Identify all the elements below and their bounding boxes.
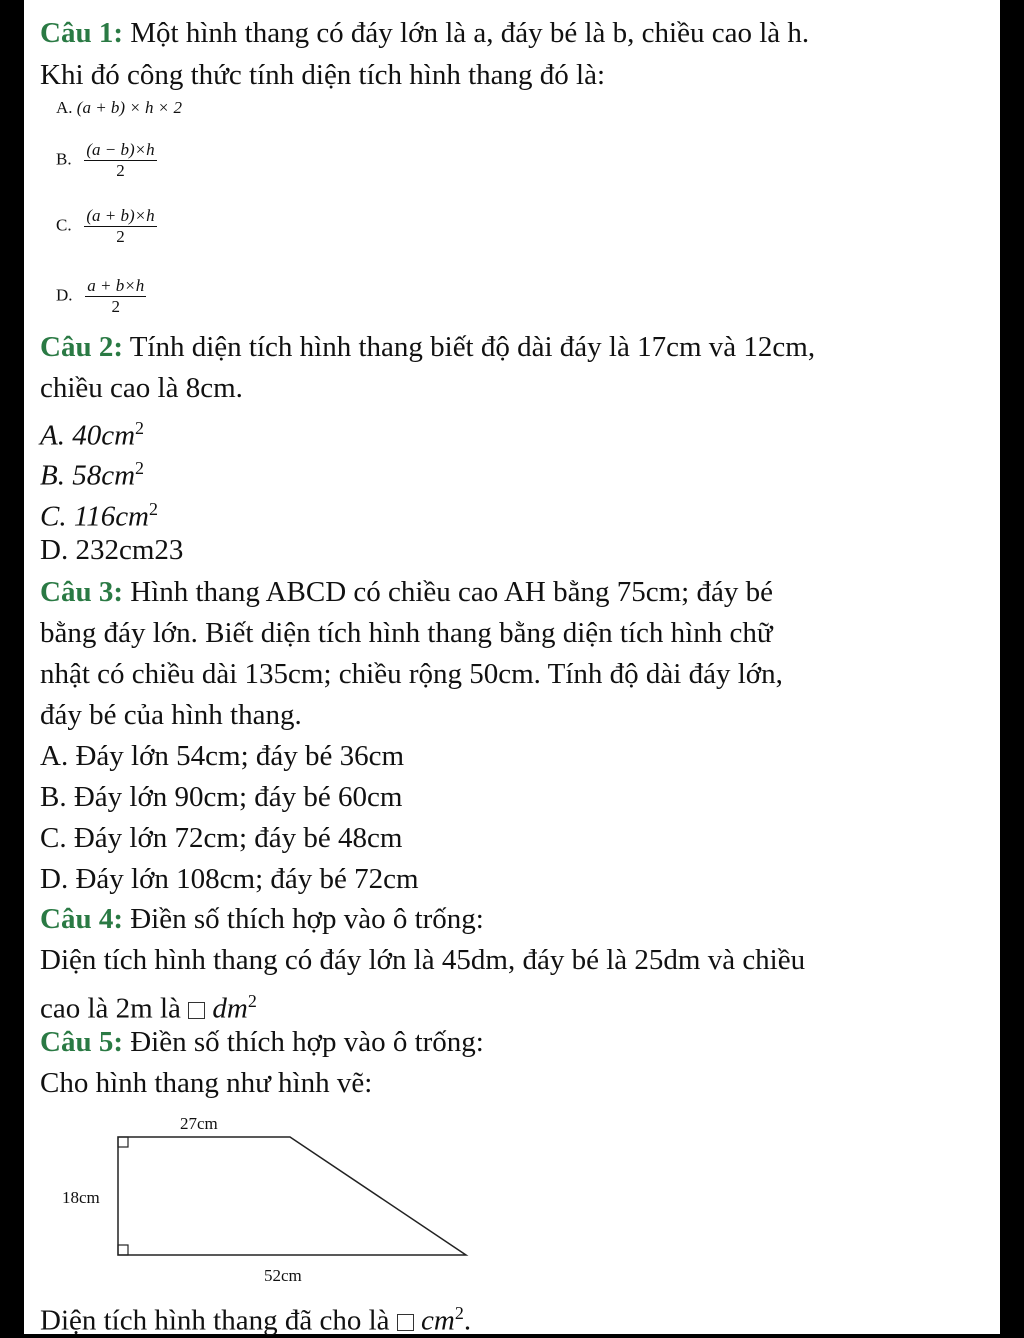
q3-line1 xyxy=(40,575,773,609)
q3-label: Câu 3: xyxy=(40,576,123,608)
q2-option-c-text: C. 116cm xyxy=(40,500,150,533)
q5-answer-prefix: Diện tích hình thang đã cho là xyxy=(40,1304,397,1337)
q1-option-c-letter: C. xyxy=(56,215,72,235)
q3-option-a: A. Đáy lớn 54cm; đáy bé 36cm xyxy=(40,740,405,772)
q4-unit-sup: 2 xyxy=(247,991,257,1011)
q1-option-c-numerator: (a + b)×h xyxy=(86,206,155,225)
q1-option-d-numerator: a + b×h xyxy=(87,276,145,295)
q3-text-line4: đáy bé của hình thang. xyxy=(40,699,302,731)
q4-title: Điền số thích hợp vào ô trống: xyxy=(122,903,484,935)
q2-option-a-text: A. 40cm xyxy=(40,419,136,452)
q2-option-d: D. 232cm23 xyxy=(40,534,184,566)
q5-label: Câu 5: xyxy=(40,1026,123,1058)
q3-option-d: D. Đáy lớn 108cm; đáy bé 72cm xyxy=(40,863,419,895)
q1-line1 xyxy=(40,16,809,50)
q2-label: Câu 2: xyxy=(40,331,123,363)
q4-label: Câu 4: xyxy=(40,903,123,935)
q1-option-d-letter: D. xyxy=(56,285,73,305)
q1-option-c xyxy=(56,206,157,247)
q3-option-c: C. Đáy lớn 72cm; đáy bé 48cm xyxy=(40,822,403,854)
q4-answer-box[interactable] xyxy=(188,1002,205,1019)
q1-option-b xyxy=(56,140,157,181)
trapezoid-shape xyxy=(118,1137,466,1255)
figure-top-label: 27cm xyxy=(180,1114,218,1133)
q1-option-c-denominator: 2 xyxy=(116,227,125,246)
q1-option-c-fraction xyxy=(84,206,156,247)
q2-option-c-sup: 2 xyxy=(149,499,159,519)
q2-option-a-sup: 2 xyxy=(135,418,145,438)
q5-answer-box[interactable] xyxy=(397,1314,414,1331)
q1-option-b-fraction xyxy=(84,140,156,181)
q2-text-line1: Tính diện tích hình thang biết độ dài đáy là 17cm và 12cm, xyxy=(122,331,816,363)
q5-unit: cm xyxy=(421,1304,455,1337)
document-page xyxy=(24,0,1000,1337)
q5-line-title xyxy=(40,1025,484,1059)
figure-bottom-label: 52cm xyxy=(264,1266,302,1285)
q1-option-d-denominator: 2 xyxy=(111,297,120,316)
q2-option-b-text: B. 58cm xyxy=(40,459,136,492)
q2-option-b-sup: 2 xyxy=(135,458,145,478)
q2-option-b xyxy=(40,451,144,493)
q1-text-line1: Một hình thang có đáy lớn là a, đáy bé là b, chiều cao là h. xyxy=(122,17,810,49)
q5-answer-end: . xyxy=(463,1304,472,1337)
q2-text-line2: chiều cao là 8cm. xyxy=(40,372,243,404)
figure-left-label: 18cm xyxy=(62,1188,100,1207)
q3-text-line1: Hình thang ABCD có chiều cao AH bằng 75cm; đáy bé xyxy=(122,576,773,608)
q4-unit: dm xyxy=(212,992,248,1025)
q4-text-line2 xyxy=(40,984,257,1026)
q1-option-d xyxy=(56,276,146,317)
right-angle-bottom-marker xyxy=(118,1245,128,1255)
q2-option-c xyxy=(40,492,158,534)
q1-option-a-letter: A. xyxy=(56,98,73,117)
q4-text-line2-prefix: cao là 2m là xyxy=(40,992,189,1025)
q1-option-a-formula: (a + b) × h × 2 xyxy=(76,98,183,117)
q1-option-b-denominator: 2 xyxy=(116,161,125,180)
q3-option-b: B. Đáy lớn 90cm; đáy bé 60cm xyxy=(40,781,403,813)
q4-text-line1: Diện tích hình thang có đáy lớn là 45dm, đáy bé là 25dm và chiều xyxy=(40,944,806,976)
q3-text-line3: nhật có chiều dài 135cm; chiều rộng 50cm. Tính độ dài đáy lớn, xyxy=(40,658,783,690)
q5-unit-sup: 2 xyxy=(454,1303,464,1323)
q2-option-a xyxy=(40,411,144,453)
q1-label: Câu 1: xyxy=(40,17,123,49)
q1-option-b-letter: B. xyxy=(56,149,72,169)
q1-option-a xyxy=(56,98,182,118)
q1-option-b-numerator: (a − b)×h xyxy=(86,140,155,159)
q5-answer-line xyxy=(40,1296,471,1338)
q1-option-d-fraction xyxy=(85,276,146,317)
right-angle-top-marker xyxy=(118,1137,128,1147)
q2-line1 xyxy=(40,330,815,364)
q5-text-line1: Cho hình thang như hình vẽ: xyxy=(40,1067,373,1099)
q5-title: Điền số thích hợp vào ô trống: xyxy=(122,1026,484,1058)
q3-text-line2: bằng đáy lớn. Biết diện tích hình thang bằng diện tích hình chữ xyxy=(40,617,773,649)
q4-line-title xyxy=(40,902,484,936)
q1-text-line2: Khi đó công thức tính diện tích hình thang đó là: xyxy=(40,59,606,91)
